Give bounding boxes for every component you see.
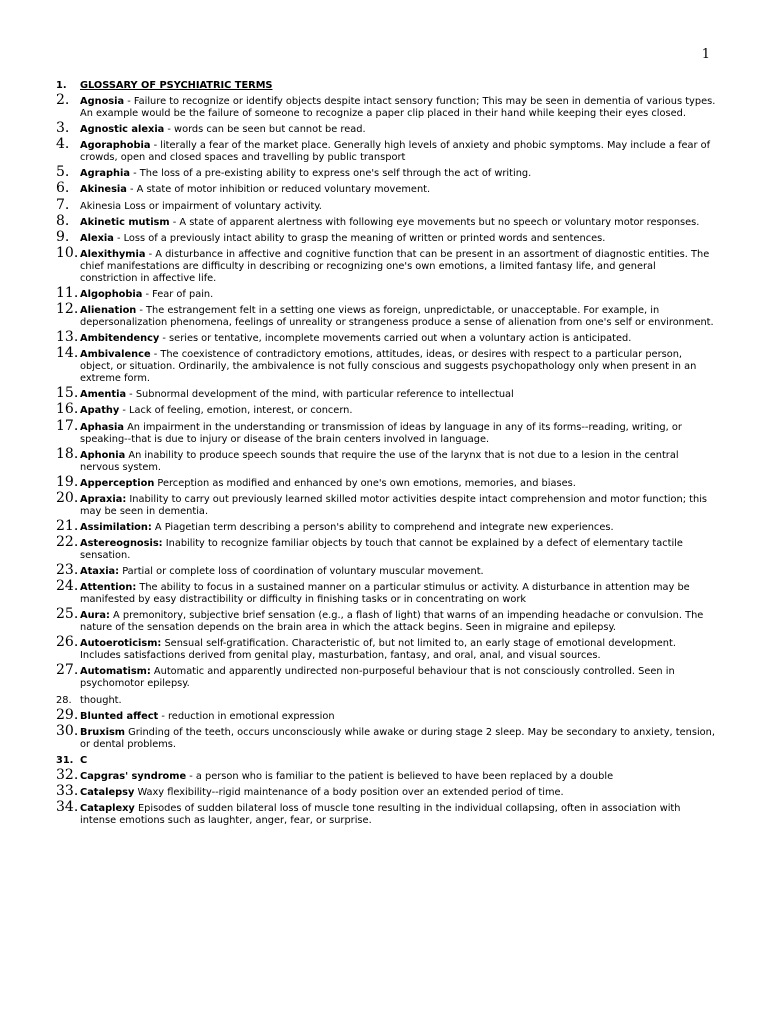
glossary-entry	[56, 473, 716, 490]
entry-number: 4.	[56, 136, 70, 153]
entry-definition: Inability to recognize familiar objects by touch that cannot be explained by a defect of elementary tactile sensation.	[80, 537, 683, 561]
glossary-title: GLOSSARY OF PSYCHIATRIC TERMS	[80, 80, 273, 91]
glossary-entry	[56, 634, 716, 662]
entry-number: 24.	[56, 578, 79, 595]
glossary-entry	[56, 517, 716, 534]
glossary-entry	[56, 606, 716, 634]
entry-term: Akinetic mutism	[80, 216, 170, 228]
entry-definition: - series or tentative, incomplete movements carried out when a voluntary action is anticipated.	[159, 333, 632, 345]
entry-definition: - literally a fear of the market place. Generally high levels of anxiety and phobic symptoms. May include a fear of crowds, open and closed spaces and travelling by public transport	[80, 140, 711, 164]
entry-term: Blunted affect	[80, 710, 159, 722]
glossary-entry	[56, 196, 716, 213]
entry-number: 21.	[56, 517, 79, 534]
entry-number: 27.	[56, 662, 79, 679]
entry-definition: - reduction in emotional expression	[158, 710, 335, 722]
entry-term: Apperception	[80, 477, 155, 489]
entry-definition: - Fear of pain.	[142, 288, 214, 300]
entry-definition: - Lack of feeling, emotion, interest, or concern.	[119, 405, 353, 417]
glossary-entry	[56, 417, 716, 446]
entry-term: Aura:	[80, 610, 110, 622]
entry-term: Assimilation:	[80, 521, 152, 533]
entry-definition: Automatic and apparently undirected non-purposeful behaviour that is not consciously controlled. Seen in psychomotor epilepsy.	[80, 666, 675, 690]
entry-number: 14.	[56, 345, 79, 362]
entry-definition: The ability to focus in a sustained manner on a particular stimulus or activity. A disturbance in attention may be manifested by easy distractibility or difficulty in finishing tasks or in concentrating on work	[80, 582, 690, 606]
entry-number: 15.	[56, 385, 79, 402]
entry-number: 9.	[56, 228, 70, 245]
glossary-list	[56, 80, 716, 831]
glossary-entry	[56, 755, 716, 767]
glossary-entry	[56, 180, 716, 197]
glossary-entry	[56, 329, 716, 346]
entry-definition: Perception as modified and enhanced by one's own emotions, memories, and biases.	[154, 477, 576, 489]
entry-number: 20.	[56, 489, 79, 506]
entry-definition: An inability to produce speech sounds that require the use of the larynx that is not due to a lesion in the central nervous system.	[80, 449, 679, 473]
entry-definition: - A state of motor inhibition or reduced voluntary movement.	[126, 184, 431, 196]
entry-definition: thought.	[80, 694, 122, 706]
glossary-entry	[56, 489, 716, 518]
entry-number: 19.	[56, 473, 79, 490]
glossary-entry	[56, 695, 716, 707]
entry-definition: - words can be seen but cannot be read.	[164, 124, 366, 136]
entry-term: Ataxia:	[80, 566, 120, 578]
entry-definition: A premonitory, subjective brief sensation (e.g., a flash of light) that warns of an impending headache or convulsion. The nature of the sensation depends on the brain area in which the attack begins. Seen in migraine and epilepsy.	[80, 610, 704, 634]
glossary-entry	[56, 164, 716, 181]
entry-definition: - A disturbance in affective and cognitive function that can be present in an assortment of diagnostic entities. The chief manifestations are difficulty in describing or recognizing one's own emotions, a limited fantasy life, and general constriction in affective life.	[80, 248, 710, 284]
glossary-entry	[56, 120, 716, 137]
glossary-heading	[56, 80, 716, 92]
glossary-entry	[56, 284, 716, 301]
glossary-entry	[56, 766, 716, 783]
glossary-entry	[56, 783, 716, 799]
glossary-entry	[56, 799, 716, 827]
entry-number: 16.	[56, 401, 79, 418]
entry-definition: - a person who is familiar to the patient is believed to have been replaced by a double	[186, 770, 614, 782]
heading-number: 1.	[56, 80, 67, 91]
entry-number: 22.	[56, 533, 79, 550]
glossary-entry	[56, 578, 716, 606]
entry-number: 10.	[56, 244, 79, 261]
entry-definition: A Piagetian term describing a person's ability to comprehend and integrate new experiences.	[151, 521, 614, 533]
glossary-entry	[56, 445, 716, 474]
entry-definition: - Loss of a previously intact ability to grasp the meaning of written or printed words and sentences.	[113, 232, 606, 244]
glossary-entry	[56, 385, 716, 402]
entry-definition: An impairment in the understanding or transmission of ideas by language in any of its forms--reading, writing, or speaking--that is due to injury or disease of the brain centers involved in language.	[80, 421, 682, 445]
glossary-entry	[56, 706, 716, 723]
entry-number: 7.	[56, 196, 70, 213]
entry-number: 32.	[56, 766, 79, 783]
glossary-entry	[56, 212, 716, 229]
entry-number: 23.	[56, 562, 79, 579]
entry-definition: - A state of apparent alertness with following eye movements but no speech or voluntary motor responses.	[169, 216, 700, 228]
entry-number: 2.	[56, 92, 70, 109]
entry-number: 8.	[56, 212, 70, 229]
entry-term: Catalepsy	[80, 787, 135, 798]
glossary-entry	[56, 401, 716, 418]
glossary-entry	[56, 533, 716, 562]
entry-term: Ambivalence	[80, 349, 151, 361]
entry-definition: Inability to carry out previously learned skilled motor activities despite intact comprehension and motor function; this may be seen in dementia.	[80, 493, 708, 517]
entry-number: 28.	[56, 694, 72, 706]
entry-definition: Akinesia Loss or impairment of voluntary activity.	[80, 200, 322, 212]
entry-number: 34.	[56, 799, 79, 816]
entry-number: 13.	[56, 329, 79, 346]
entry-term: Aphonia	[80, 449, 126, 461]
page-number: 1	[701, 47, 710, 62]
glossary-entry	[56, 662, 716, 690]
entry-term: Amentia	[80, 389, 127, 401]
entry-definition: - The loss of a pre-existing ability to express one's self through the act of writing.	[130, 168, 532, 180]
entry-number: 33.	[56, 783, 79, 799]
entry-definition: - The estrangement felt in a setting one views as foreign, unpredictable, or unacceptable. For example, in depersonalization phenomena, feelings of unreality or strangeness produce a sense of alienation from one's self or environment.	[80, 305, 714, 329]
entry-number: 31.	[56, 754, 74, 766]
entry-term: Aphasia	[80, 421, 124, 433]
entry-definition: Grinding of the teeth, occurs unconsciously while awake or during stage 2 sleep. May be secondary to anxiety, tension, or dental problems.	[80, 726, 715, 750]
glossary-entry	[56, 301, 716, 329]
entry-number: 25.	[56, 606, 79, 623]
entry-definition: Waxy flexibility--rigid maintenance of a body position over an extended period of time.	[134, 787, 564, 798]
entry-number: 29.	[56, 706, 79, 723]
entry-definition: Sensual self-gratification. Characteristic of, but not limited to, an early stage of emotional development. Includes satisfactions derived from genital play, masturbation, fantasy, and oral, anal, and visual sources.	[80, 638, 676, 662]
entry-term: Attention:	[80, 582, 137, 594]
entry-number: 12.	[56, 301, 79, 318]
entry-number: 6.	[56, 180, 70, 197]
entry-term: Agoraphobia	[80, 140, 151, 152]
entry-definition: - Failure to recognize or identify objects despite intact sensory function; This may be seen in dementia of various types. An example would be the failure of someone to recognize a paper clip placed in their hand while keeping their eyes closed.	[80, 96, 716, 120]
entry-number: 5.	[56, 164, 70, 181]
entry-term: Ambitendency	[80, 333, 160, 345]
glossary-entry	[56, 345, 716, 385]
entry-number: 18.	[56, 445, 79, 462]
entry-term: Bruxism	[80, 726, 125, 738]
glossary-entry	[56, 136, 716, 164]
glossary-entry	[56, 562, 716, 579]
entry-number: 3.	[56, 120, 70, 137]
entry-term: C	[80, 754, 88, 766]
entry-term: Apraxia:	[80, 493, 127, 505]
entry-term: Agraphia	[80, 168, 130, 180]
entry-term: Astereognosis:	[80, 537, 163, 549]
entry-term: Akinesia	[80, 184, 127, 196]
entry-term: Autoeroticism:	[80, 638, 162, 650]
entry-term: Apathy	[80, 405, 120, 417]
entry-term: Algophobia	[80, 288, 143, 300]
entry-definition: - The coexistence of contradictory emotions, attitudes, ideas, or desires with respect to a particular person, object, or situation. Ordinarily, the ambivalence is not fully conscious and suggests psychopathology only when present in an extreme form.	[80, 349, 697, 385]
entry-term: Capgras' syndrome	[80, 770, 187, 782]
glossary-entries	[56, 92, 716, 827]
entry-term: Alienation	[80, 305, 137, 317]
glossary-entry	[56, 228, 716, 245]
entry-definition: - Subnormal development of the mind, with particular reference to intellectual	[126, 389, 514, 401]
entry-term: Alexia	[80, 232, 114, 244]
entry-number: 26.	[56, 634, 79, 651]
entry-definition: Episodes of sudden bilateral loss of muscle tone resulting in the individual collapsing, often in association with intense emotions such as laughter, anger, fear, or surprise.	[80, 803, 681, 827]
entry-number: 17.	[56, 417, 79, 434]
entry-number: 11.	[56, 284, 79, 301]
glossary-entry	[56, 722, 716, 751]
entry-term: Cataplexy	[80, 803, 135, 815]
entry-term: Agnosia	[80, 96, 125, 108]
entry-definition: Partial or complete loss of coordination of voluntary muscular movement.	[119, 566, 484, 578]
entry-term: Automatism:	[80, 666, 151, 678]
entry-term: Agnostic alexia	[80, 124, 165, 136]
glossary-entry	[56, 92, 716, 120]
entry-term: Alexithymia	[80, 248, 146, 260]
glossary-entry	[56, 244, 716, 285]
entry-number: 30.	[56, 722, 79, 739]
